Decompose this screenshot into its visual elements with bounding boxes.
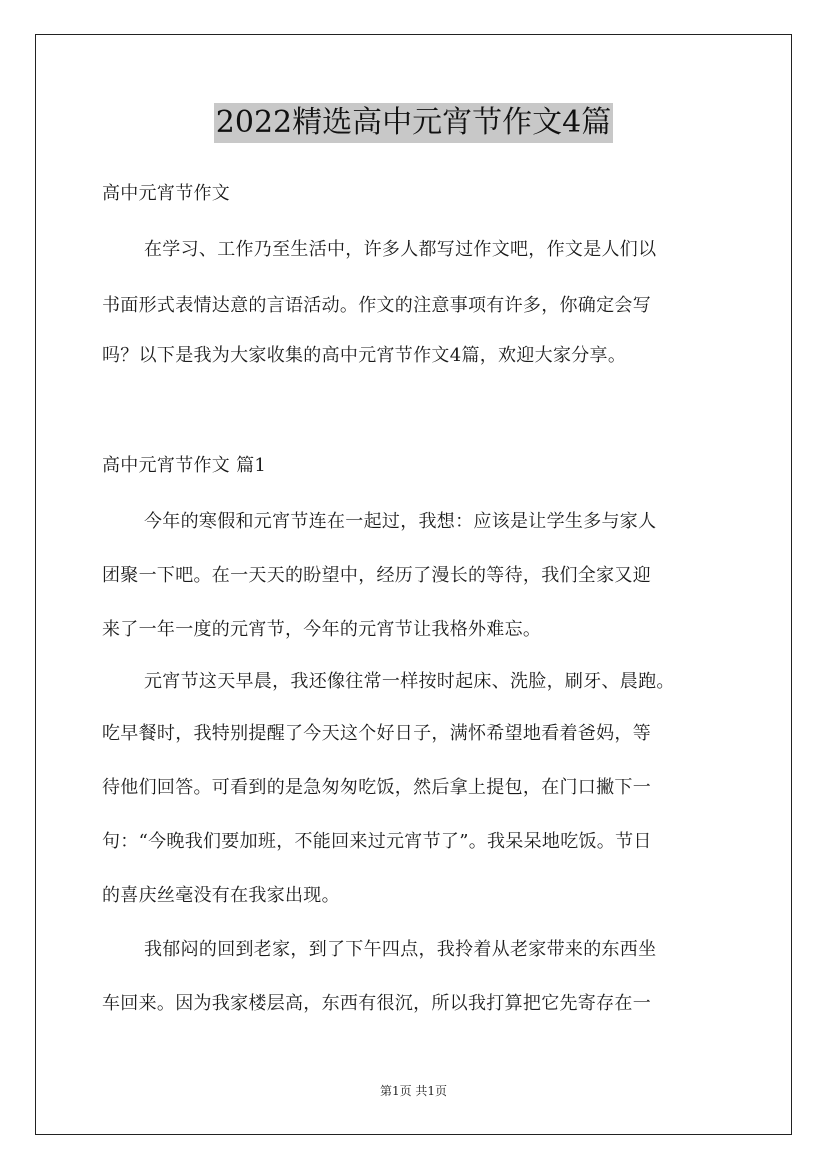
paragraph-line: 车回来。因为我家楼层高，东西有很沉，所以我打算把它先寄存在一 [102, 993, 651, 1014]
intro-heading: 高中元宵节作文 [102, 183, 231, 204]
section-heading: 高中元宵节作文 篇1 [102, 455, 267, 476]
intro-line: 吗？以下是我为大家收集的高中元宵节作文4篇，欢迎大家分享。 [102, 345, 627, 366]
paragraph-line: 今年的寒假和元宵节连在一起过，我想：应该是让学生多与家人 [144, 511, 657, 532]
title-container [0, 103, 827, 143]
paragraph-line: 待他们回答。可看到的是急匆匆吃饭，然后拿上提包，在门口撇下一 [102, 777, 651, 798]
paragraph-line: 吃早餐时，我特别提醒了今天这个好日子，满怀希望地看着爸妈，等 [102, 723, 651, 744]
paragraph-line: 句：“今晚我们要加班，不能回来过元宵节了”。我呆呆地吃饭。节日 [102, 831, 652, 852]
document-title: 2022精选高中元宵节作文4篇 [214, 103, 613, 143]
paragraph-line: 团聚一下吧。在一天天的盼望中，经历了漫长的等待，我们全家又迎 [102, 565, 651, 586]
intro-line: 书面形式表情达意的言语活动。作文的注意事项有许多，你确定会写 [102, 295, 651, 316]
paragraph-line: 来了一年一度的元宵节，今年的元宵节让我格外难忘。 [102, 619, 542, 640]
page-footer: 第1页 共1页 [379, 1084, 448, 1098]
paragraph-line: 元宵节这天早晨，我还像往常一样按时起床、洗脸，刷牙、晨跑。 [144, 671, 675, 692]
paragraph-line: 的喜庆丝毫没有在我家出现。 [102, 885, 340, 906]
paragraph-line: 我郁闷的回到老家，到了下午四点，我拎着从老家带来的东西坐 [144, 939, 657, 960]
intro-line: 在学习、工作乃至生活中，许多人都写过作文吧，作文是人们以 [144, 239, 657, 260]
